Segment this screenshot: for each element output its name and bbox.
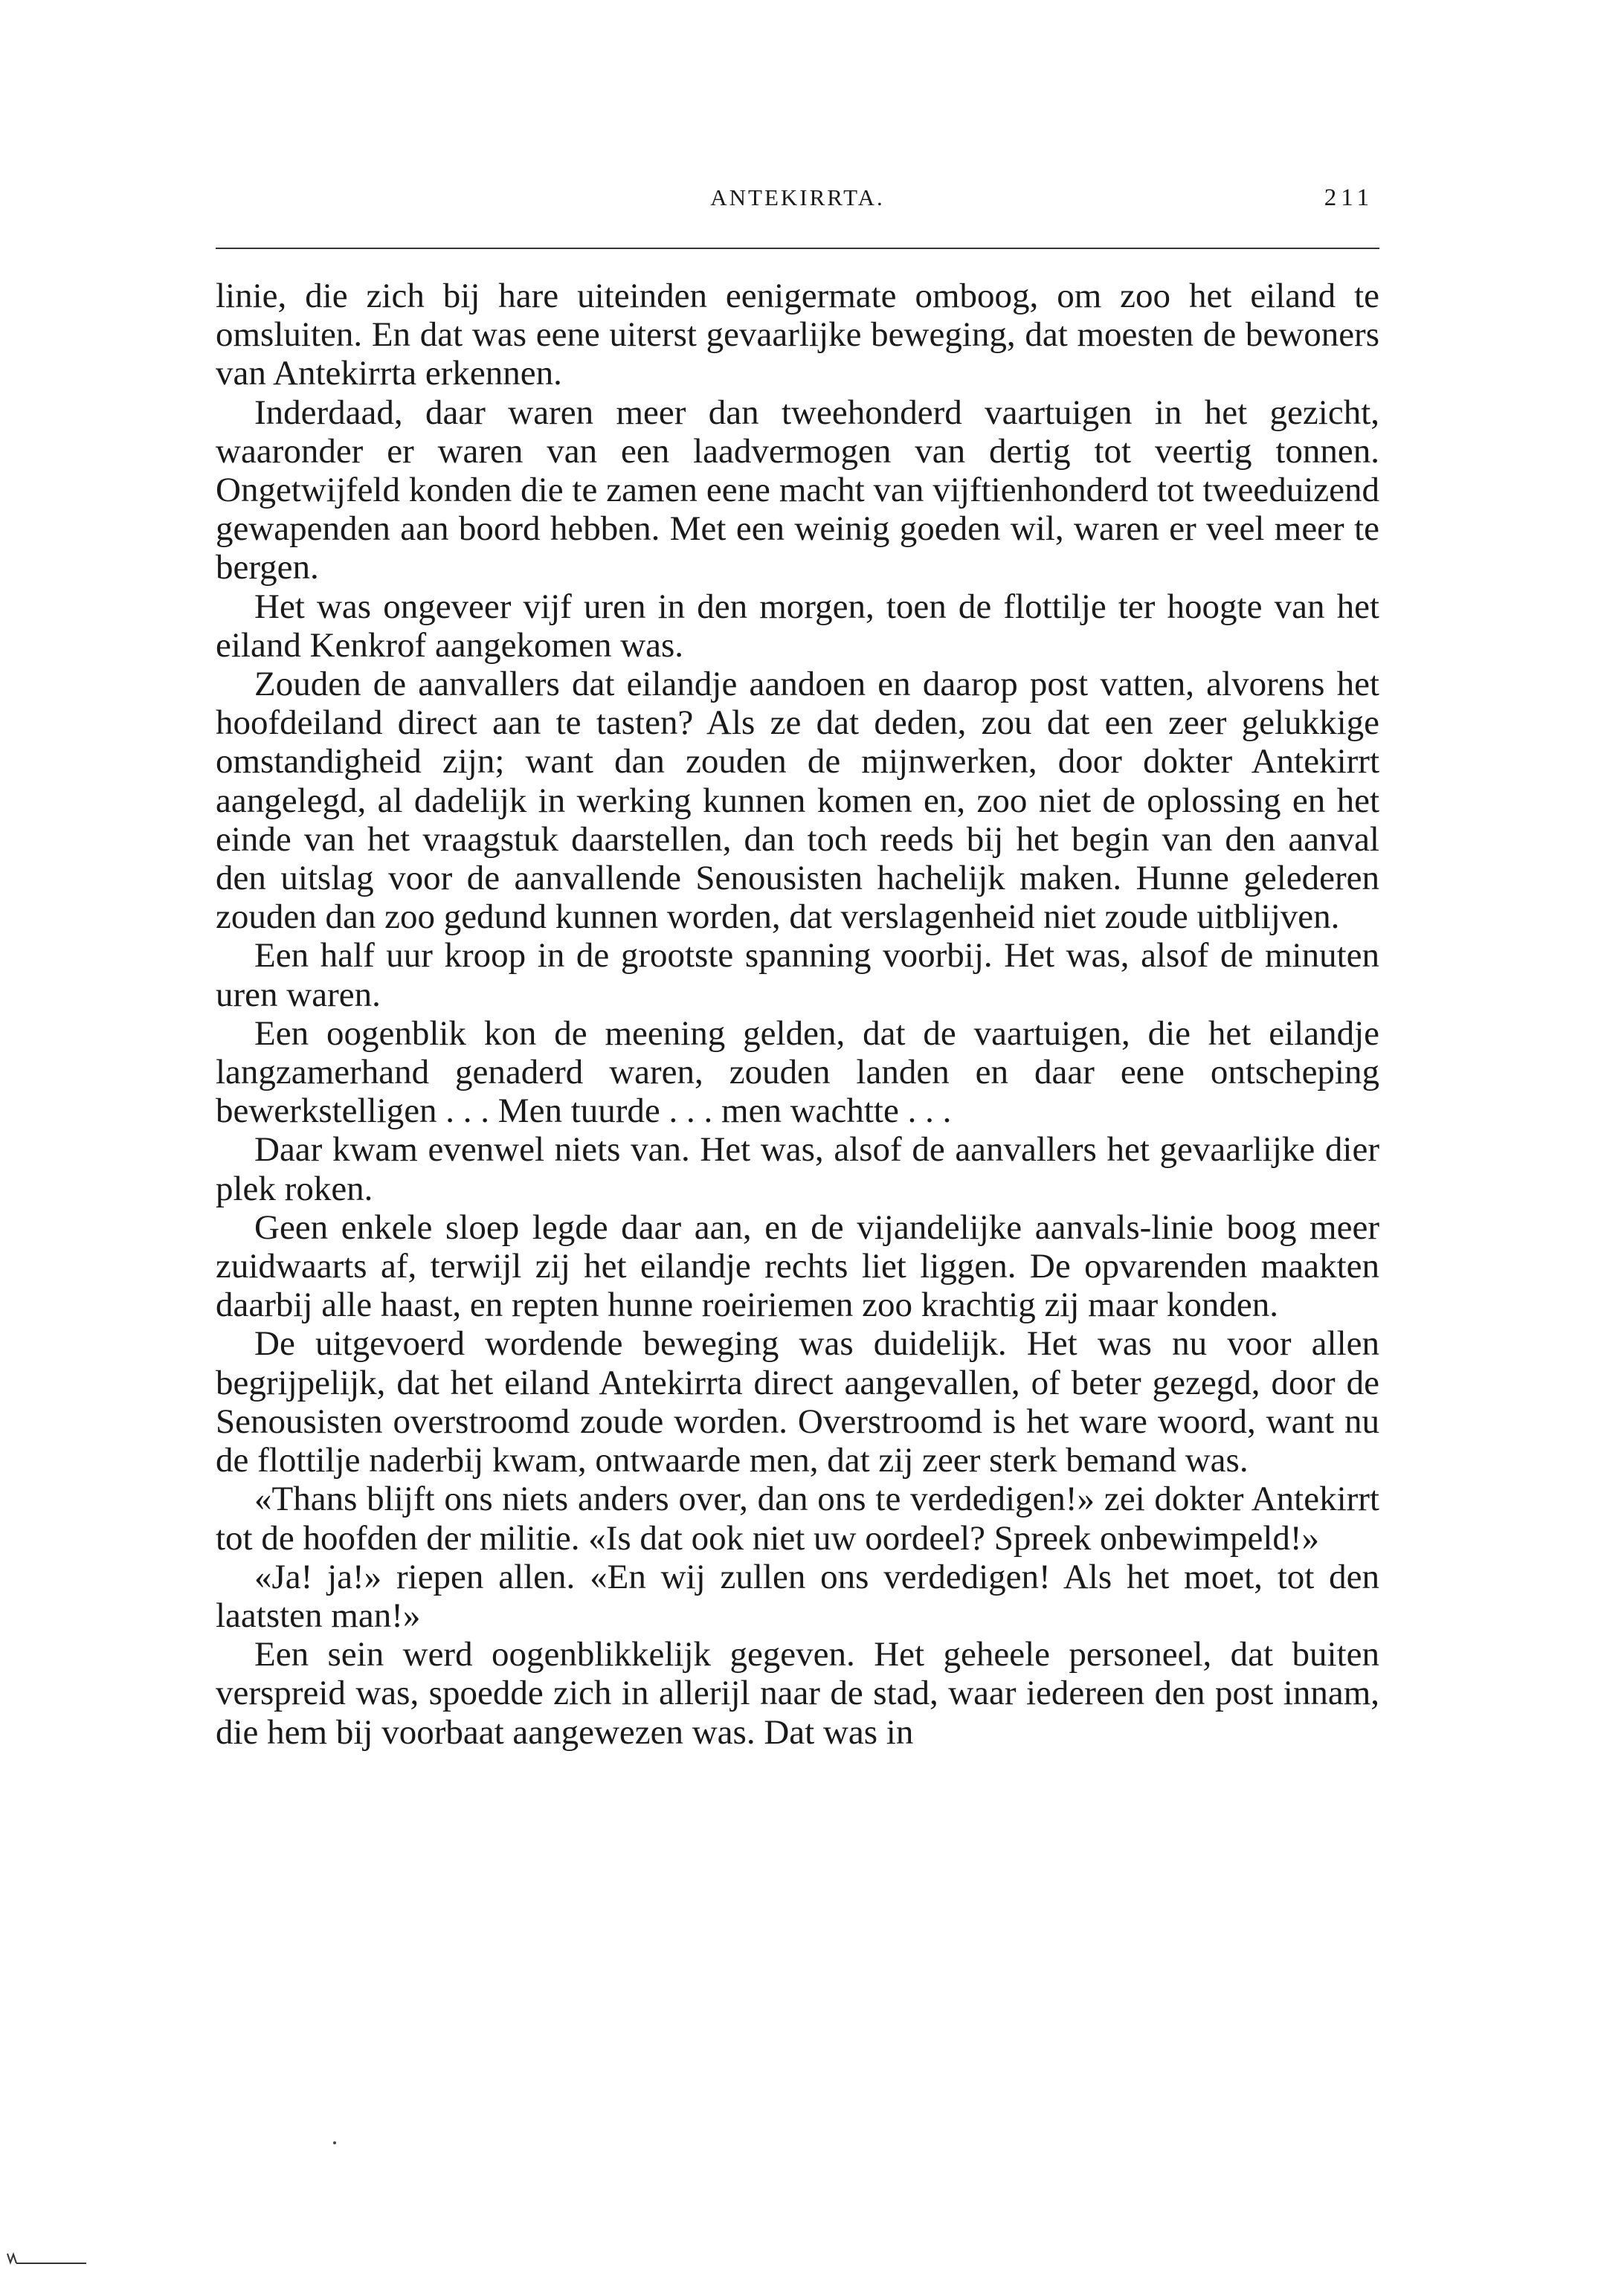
paragraph: Geen enkele sloep legde daar aan, en de vijandelijke aanvals-linie boog meer zuidwaarts af, terwijl zij het eilandje rechts liet liggen. De opvarenden maakten daarbij alle haast, en repten hunne roeiriemen zoo krachtig zij maar konden.	[216, 1207, 1379, 1325]
paragraph: Inderdaad, daar waren meer dan tweehonderd vaartuigen in het gezicht, waaronder er waren van een laadvermogen van dertig tot veertig tonnen. Ongetwijfeld konden die te zamen eene macht van vijftienhonderd tot tweeduizend gewapenden aan boord hebben. Met een weinig goeden wil, waren er veel meer te bergen.	[216, 393, 1379, 587]
paragraph: Een half uur kroop in de grootste spanning voorbij. Het was, alsof de minuten uren waren.	[216, 936, 1379, 1014]
paragraph: Een oogenblik kon de meening gelden, dat de vaartuigen, die het eilandje langzamerhand genaderd waren, zouden landen en daar eene ontscheping bewerkstelligen . . . Men tuurde . . . men wachtte . . .	[216, 1013, 1379, 1131]
paragraph: Daar kwam evenwel niets van. Het was, alsof de aanvallers het gevaarlijke dier plek roken.	[216, 1130, 1379, 1208]
ink-speck	[333, 2141, 336, 2144]
running-title: ANTEKIRRTA.	[710, 184, 885, 210]
paragraph-dialogue: «Thans blijft ons niets anders over, dan ons te verdedigen!» zei dokter Antekirrt tot de hoofden der militie. «Is dat ook niet uw oordeel? Spreek onbewimpeld!»	[216, 1480, 1379, 1558]
paragraph: Een sein werd oogenblikkelijk gegeven. Het geheele personeel, dat buiten verspreid was, spoedde zich in allerijl naar de stad, waar iedereen den post innam, die hem bij voorbaat aangewezen was. Dat was in	[216, 1635, 1379, 1752]
paragraph: Het was ongeveer vijf uren in den morgen, toen de flottilje ter hoogte van het eiland Kenkrof aangekomen was.	[216, 587, 1379, 665]
header-rule	[216, 248, 1379, 249]
paragraph: Zouden de aanvallers dat eilandje aandoen en daarop post vatten, alvorens het hoofdeiland direct aan te tasten? Als ze dat deden, zou dat een zeer gelukkige omstandigheid zijn; want dan zouden de mijnwerken, door dokter Antekirrt aangelegd, al dadelijk in werking kunnen komen en, zoo niet de oplossing en het einde van het vraagstuk daarstellen, dan toch reeds bij het begin van den aanval den uitslag voor de aanvallende Senousisten hachelijk maken. Hunne gelederen zouden dan zoo gedund kunnen worden, dat verslagenheid niet zoude uitblijven.	[216, 665, 1379, 937]
page-number: 211	[1324, 184, 1373, 211]
running-head	[216, 184, 1379, 229]
paragraph-dialogue: «Ja! ja!» riepen allen. «En wij zullen ons verdedigen! Als het moet, tot den laatsten man!»	[216, 1557, 1379, 1635]
scan-edge-mark	[6, 2251, 88, 2266]
paragraph-continued: linie, die zich bij hare uiteinden eenigermate omboog, om zoo het eiland te omsluiten. En dat was eene uiterst gevaarlijke beweging, dat moesten de bewoners van Antekirrta erkennen.	[216, 277, 1379, 393]
paragraph: De uitgevoerd wordende beweging was duidelijk. Het was nu voor allen begrijpelijk, dat het eiland Antekirrta direct aangevallen, of beter gezegd, door de Senousisten overstroomd zoude worden. Overstroomd is het ware woord, want nu de flottilje naderbij kwam, ontwaarde men, dat zij zeer sterk bemand was.	[216, 1324, 1379, 1480]
body-text	[216, 277, 1379, 1752]
